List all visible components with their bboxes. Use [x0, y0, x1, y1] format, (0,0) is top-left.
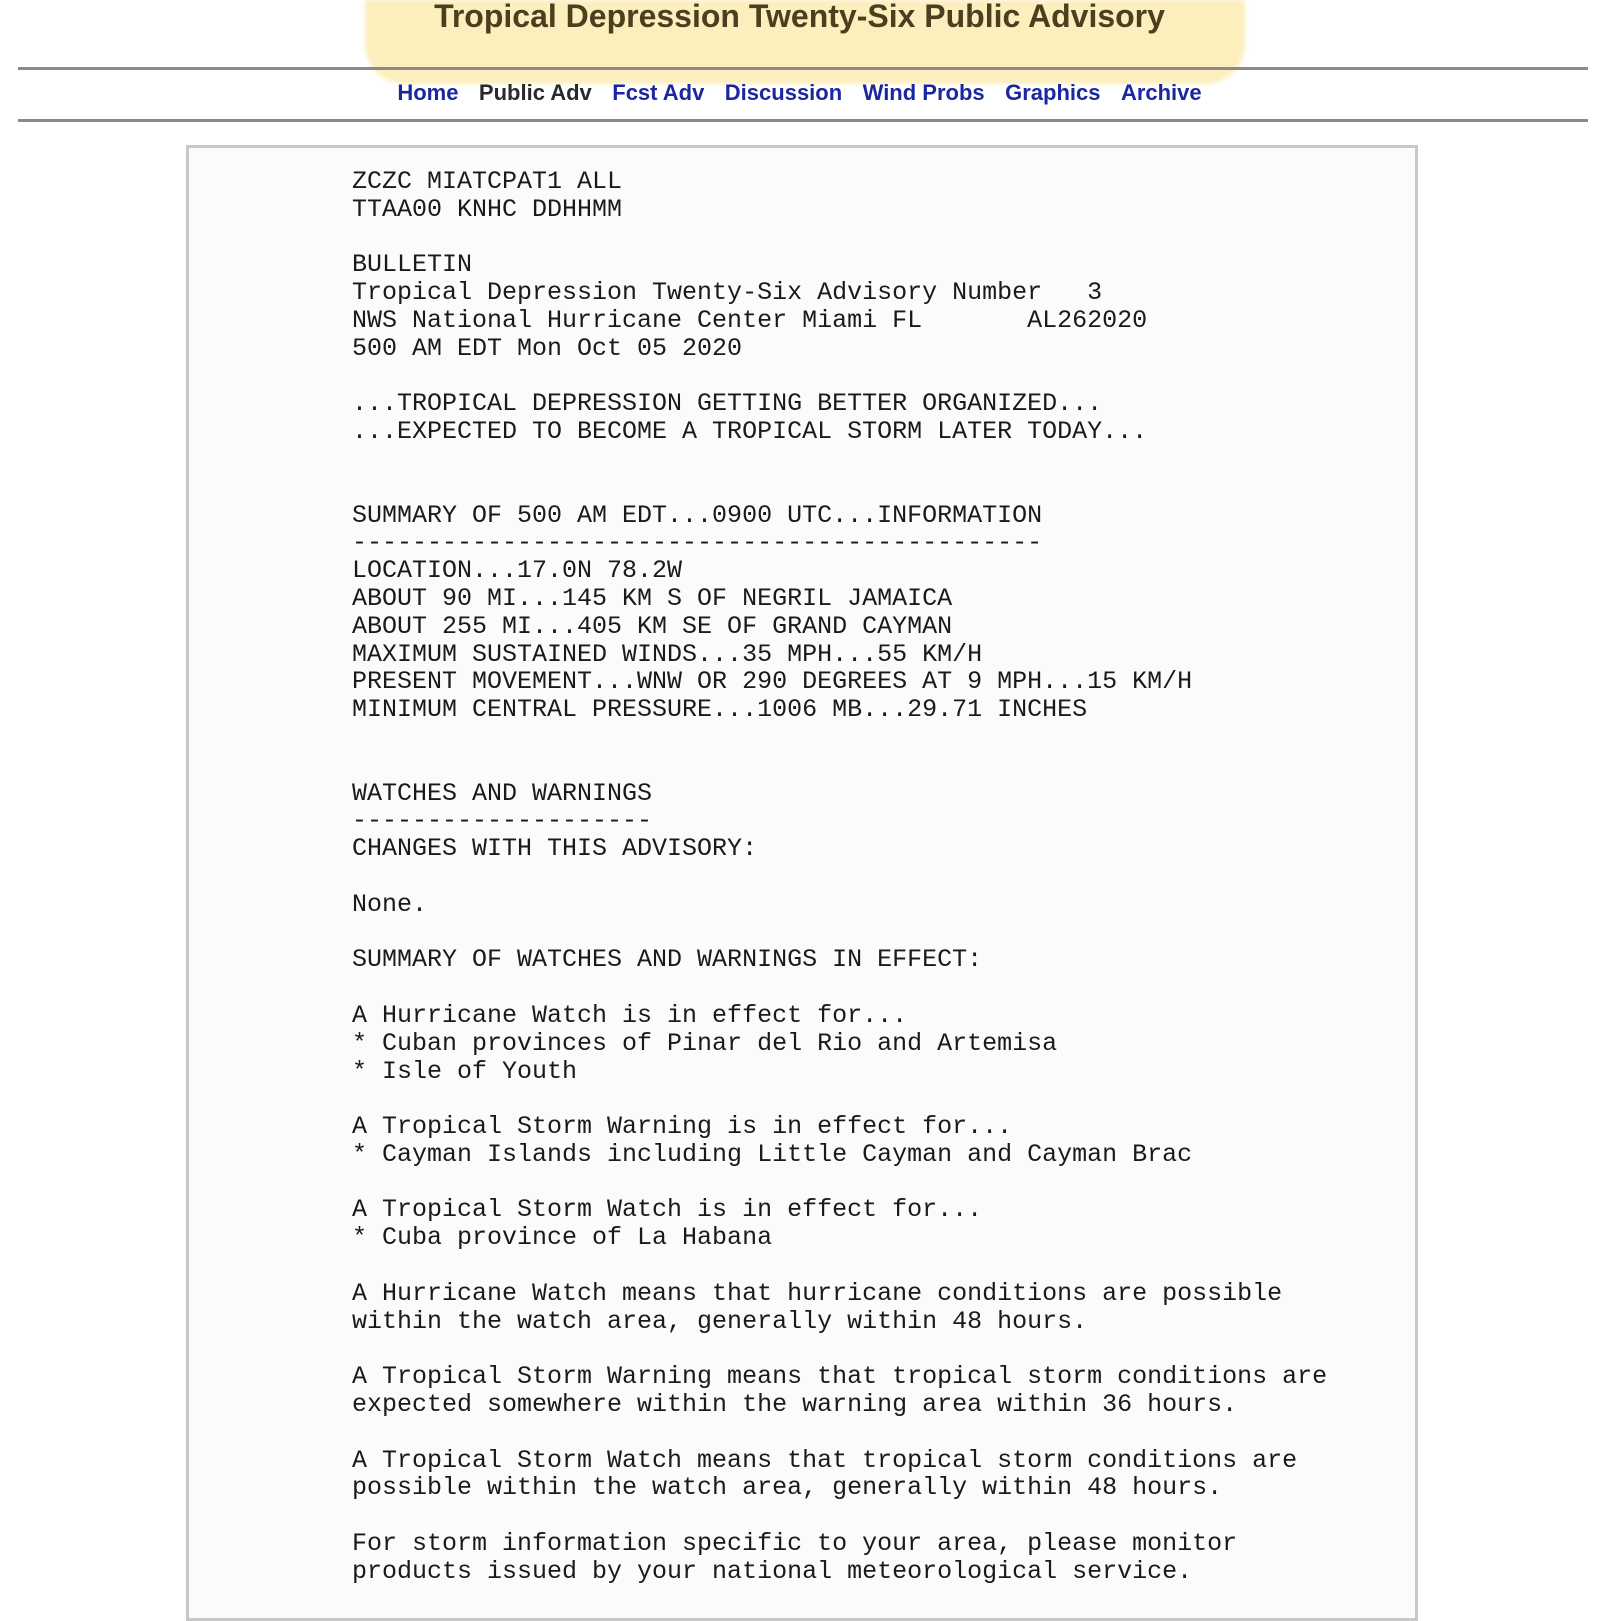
advisory-line: SUMMARY OF 500 AM EDT...0900 UTC...INFORMATION [352, 500, 1043, 530]
advisory-line: PRESENT MOVEMENT...WNW OR 290 DEGREES AT 9 MPH...15 KM/H [352, 667, 1193, 697]
advisory-line: MAXIMUM SUSTAINED WINDS...35 MPH...55 KM/H [352, 639, 983, 669]
advisory-line [352, 974, 1327, 1002]
advisory-line: LOCATION...17.0N 78.2W [352, 556, 683, 586]
advisory-line: A Tropical Storm Warning is in effect for... [352, 1112, 1013, 1142]
bottom-divider [18, 119, 1588, 122]
advisory-line: ...TROPICAL DEPRESSION GETTING BETTER ORGANIZED... [352, 389, 1103, 419]
advisory-line [352, 863, 1327, 891]
advisory-line: BULLETIN [352, 250, 473, 280]
page-title: Tropical Depression Twenty-Six Public Advisory [434, 0, 1165, 34]
advisory-line: * Cuban provinces of Pinar del Rio and Artemisa [352, 1028, 1058, 1058]
nav-link-wind-probs[interactable]: Wind Probs [862, 80, 985, 105]
nav-link-home[interactable]: Home [397, 80, 459, 105]
advisory-line [352, 1252, 1327, 1280]
advisory-line: WATCHES AND WARNINGS [352, 778, 653, 808]
advisory-line [352, 1502, 1327, 1530]
advisory-line: * Cuba province of La Habana [352, 1223, 773, 1253]
advisory-line: A Tropical Storm Watch means that tropical storm conditions are [352, 1445, 1298, 1475]
advisory-line: ...EXPECTED TO BECOME A TROPICAL STORM LATER TODAY... [352, 417, 1148, 447]
nav-link-public-adv[interactable]: Public Adv [478, 80, 592, 105]
page-header [0, 0, 1599, 44]
advisory-line: CHANGES WITH THIS ADVISORY: [352, 834, 758, 864]
advisory-line: within the watch area, generally within 48 hours. [352, 1306, 1088, 1336]
advisory-line: ---------------------------------------------- [352, 528, 1043, 558]
advisory-line: For storm information specific to your area, please monitor [352, 1529, 1238, 1559]
advisory-line: A Hurricane Watch is in effect for... [352, 1000, 908, 1030]
nav-link-fcst-adv[interactable]: Fcst Adv [612, 80, 705, 105]
advisory-line: A Hurricane Watch means that hurricane conditions are possible [352, 1278, 1283, 1308]
advisory-line [352, 724, 1327, 752]
advisory-line: possible within the watch area, generally within 48 hours. [352, 1473, 1223, 1503]
advisory-text [352, 168, 1327, 1586]
advisory-line [352, 474, 1327, 502]
advisory-line: MINIMUM CENTRAL PRESSURE...1006 MB...29.71 INCHES [352, 695, 1088, 725]
advisory-line [352, 224, 1327, 252]
advisory-line [352, 919, 1327, 947]
advisory-line [352, 1335, 1327, 1363]
advisory-line: products issued by your national meteorological service. [352, 1556, 1193, 1586]
advisory-line: A Tropical Storm Watch is in effect for... [352, 1195, 983, 1225]
advisory-line: * Cayman Islands including Little Cayman and Cayman Brac [352, 1139, 1193, 1169]
advisory-line: ZCZC MIATCPAT1 ALL [352, 167, 623, 196]
nav-link-graphics[interactable]: Graphics [1005, 80, 1101, 105]
advisory-line: A Tropical Storm Warning means that tropical storm conditions are [352, 1362, 1328, 1392]
advisory-line [352, 1169, 1327, 1197]
advisory-line: None. [352, 889, 428, 919]
advisory-line: -------------------- [352, 806, 653, 836]
advisory-line: TTAA00 KNHC DDHHMM [352, 194, 623, 224]
nav-bar [0, 80, 1599, 106]
top-divider [18, 67, 1588, 70]
advisory-line: 500 AM EDT Mon Oct 05 2020 [352, 333, 743, 363]
advisory-line: NWS National Hurricane Center Miami FL AL262020 [352, 305, 1148, 335]
advisory-line: ABOUT 90 MI...145 KM S OF NEGRIL JAMAICA [352, 583, 953, 613]
advisory-line [352, 446, 1327, 474]
nav-link-discussion[interactable]: Discussion [724, 80, 843, 105]
advisory-line [352, 1085, 1327, 1113]
advisory-line [352, 752, 1327, 780]
advisory-line: * Isle of Youth [352, 1056, 578, 1086]
advisory-line [352, 1419, 1327, 1447]
advisory-line: ABOUT 255 MI...405 KM SE OF GRAND CAYMAN [352, 611, 953, 641]
nav-link-archive[interactable]: Archive [1120, 80, 1202, 105]
advisory-line: SUMMARY OF WATCHES AND WARNINGS IN EFFECT: [352, 945, 983, 975]
advisory-line: expected somewhere within the warning area within 36 hours. [352, 1390, 1238, 1420]
advisory-line [352, 363, 1327, 391]
advisory-line: Tropical Depression Twenty-Six Advisory Number 3 [352, 278, 1103, 308]
